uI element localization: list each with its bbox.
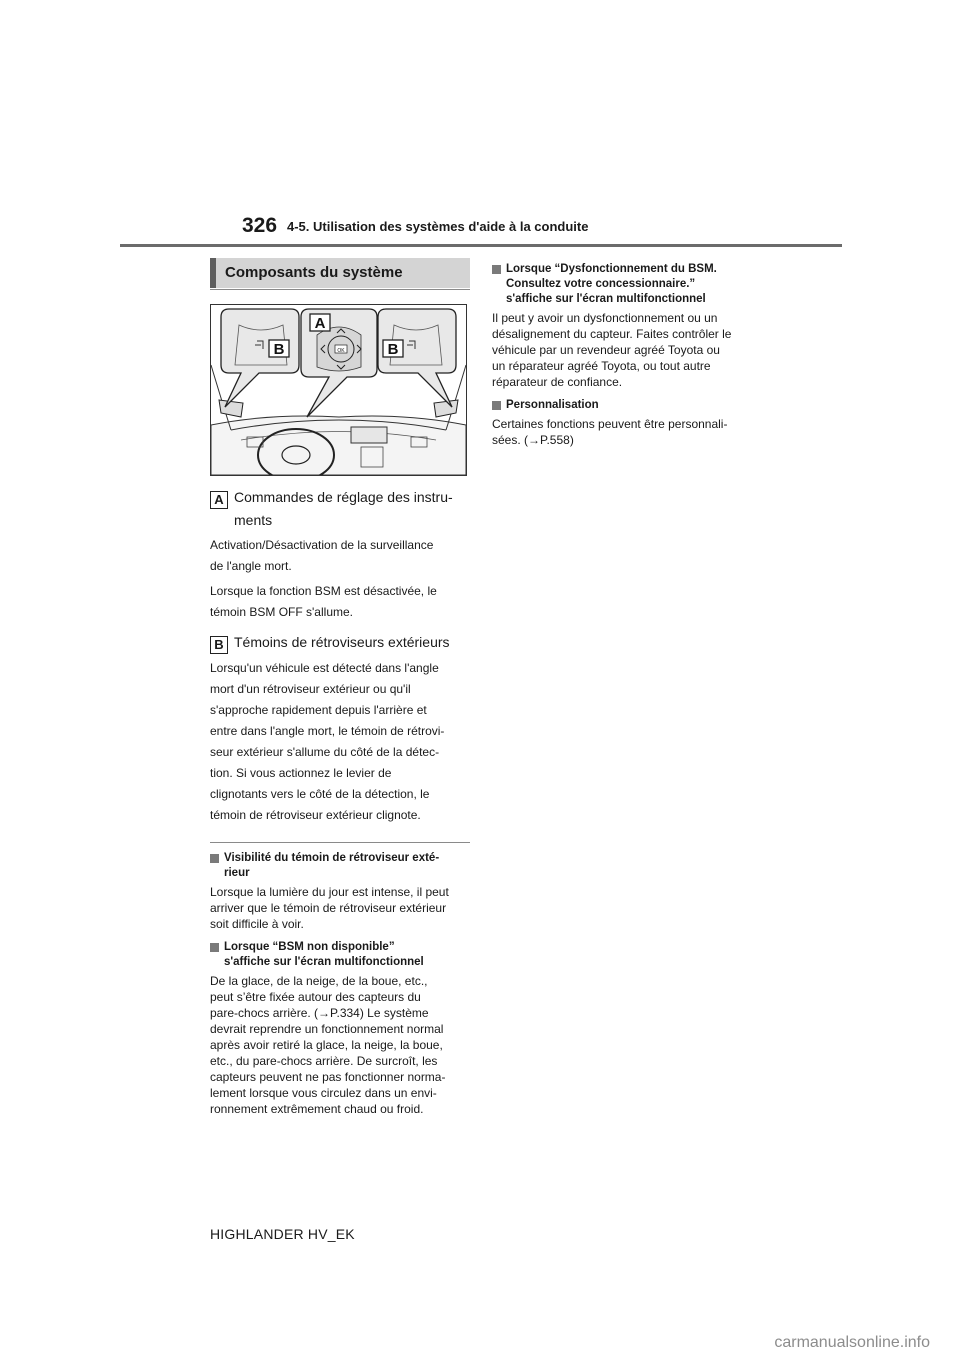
item-a-title-line1: Commandes de réglage des instru- bbox=[234, 489, 453, 505]
item-a-title-line2: ments bbox=[234, 512, 273, 528]
text-line: capteurs peuvent ne pas fonctionner norma- bbox=[210, 1070, 446, 1084]
text-line: mort d'un rétroviseur extérieur ou qu'il bbox=[210, 682, 411, 696]
text-line: après avoir retiré la glace, la neige, la boue, bbox=[210, 1038, 443, 1052]
text-line: rieur bbox=[224, 867, 250, 879]
text-line: entre dans l'angle mort, le témoin de rétrovi- bbox=[210, 724, 445, 738]
note-visibility-title bbox=[210, 851, 470, 881]
page-number: 326 bbox=[242, 214, 278, 237]
dashboard-drawing bbox=[211, 305, 466, 475]
figure-label-b-right: B bbox=[387, 341, 399, 358]
text-line: Certaines fonctions peuvent être personnali- bbox=[492, 417, 728, 431]
text-line: Lorsque la lumière du jour est intense, il peut bbox=[210, 885, 449, 899]
note-customization-text bbox=[492, 416, 758, 448]
text-line: Consultez votre concessionnaire.” bbox=[506, 278, 696, 290]
text-line: Lorsque la fonction BSM est désactivée, le bbox=[210, 584, 437, 598]
left-column bbox=[210, 258, 470, 1125]
item-a-paragraph-1 bbox=[210, 535, 470, 577]
note-customization-title bbox=[492, 398, 758, 413]
text-line: clignotants vers le côté de la détection, le bbox=[210, 787, 430, 801]
text-line: etc., du pare-chocs arrière. De surcroît, les bbox=[210, 1054, 438, 1068]
item-b-paragraph bbox=[210, 658, 470, 826]
note-unavailable-text bbox=[210, 973, 470, 1117]
text-line: Il peut y avoir un dysfonctionnement ou un bbox=[492, 311, 718, 325]
text-line: devrait reprendre un fonctionnement normal bbox=[210, 1022, 444, 1036]
section-rule bbox=[210, 289, 470, 290]
text-line: lement lorsque vous circulez dans un envi- bbox=[210, 1086, 437, 1100]
text-line: seur extérieur s'allume du côté de la détec- bbox=[210, 745, 440, 759]
tag-a: A bbox=[210, 491, 228, 509]
ok-button-label: OK bbox=[337, 348, 345, 354]
text-line: soit difficile à voir. bbox=[210, 917, 304, 931]
item-b-title bbox=[210, 631, 470, 654]
dashboard-illustration bbox=[210, 304, 467, 476]
text-line: s'affiche sur l'écran multifonctionnel bbox=[224, 956, 424, 968]
watermark: carmanualsonline.info bbox=[774, 1334, 930, 1351]
text-line: De la glace, de la neige, de la boue, etc., bbox=[210, 974, 428, 988]
text-line: réparateur de confiance. bbox=[492, 375, 623, 389]
note-malfunction-title bbox=[492, 262, 758, 307]
item-a-paragraph-2 bbox=[210, 581, 470, 623]
text-line: témoin de rétroviseur extérieur clignote. bbox=[210, 808, 421, 822]
tag-b: B bbox=[210, 636, 228, 654]
text-line: pare-chocs arrière. (→P.334) Le système bbox=[210, 1006, 429, 1020]
figure-label-b-left: B bbox=[273, 341, 285, 358]
note-visibility-text bbox=[210, 884, 470, 932]
text-line: s'approche rapidement depuis l'arrière et bbox=[210, 703, 427, 717]
text-line: s'affiche sur l'écran multifonctionnel bbox=[506, 293, 706, 305]
text-line: Lorsqu'un véhicule est détecté dans l'angle bbox=[210, 661, 439, 675]
text-line: Visibilité du témoin de rétroviseur exté- bbox=[224, 852, 440, 864]
text-line: tion. Si vous actionnez le levier de bbox=[210, 766, 392, 780]
notes-divider bbox=[210, 842, 470, 843]
figure-label-a: A bbox=[314, 315, 326, 332]
square-bullet-icon bbox=[210, 854, 219, 863]
text-line: peut s’être fixée autour des capteurs du bbox=[210, 990, 421, 1004]
text-line: arriver que le témoin de rétroviseur extérieur bbox=[210, 901, 447, 915]
text-line: ronnement extrêmement chaud ou froid. bbox=[210, 1102, 424, 1116]
chapter-title: 4-5. Utilisation des systèmes d'aide à la conduite bbox=[287, 219, 589, 234]
square-bullet-icon bbox=[492, 265, 501, 274]
text-line: Lorsque “BSM non disponible” bbox=[224, 941, 395, 953]
header-rule bbox=[120, 244, 842, 247]
text-line: Personnalisation bbox=[506, 399, 599, 411]
section-title: Composants du système bbox=[210, 258, 470, 288]
square-bullet-icon bbox=[492, 401, 501, 410]
right-column bbox=[492, 256, 758, 456]
text-line: de l'angle mort. bbox=[210, 559, 292, 573]
square-bullet-icon bbox=[210, 943, 219, 952]
text-line: un réparateur agréé Toyota, ou tout autre bbox=[492, 359, 711, 373]
note-malfunction-text bbox=[492, 310, 758, 390]
text-line: Activation/Désactivation de la surveillance bbox=[210, 538, 434, 552]
text-line: désalignement du capteur. Faites contrôler le bbox=[492, 327, 732, 341]
text-line: Lorsque “Dysfonctionnement du BSM. bbox=[506, 263, 717, 275]
item-b-title-line1: Témoins de rétroviseurs extérieurs bbox=[234, 634, 450, 650]
model-footer: HIGHLANDER HV_EK bbox=[210, 1226, 355, 1242]
text-line: sées. (→P.558) bbox=[492, 433, 574, 447]
text-line: véhicule par un revendeur agréé Toyota ou bbox=[492, 343, 720, 357]
text-line: témoin BSM OFF s'allume. bbox=[210, 605, 353, 619]
item-a-title bbox=[210, 486, 470, 531]
note-unavailable-title bbox=[210, 940, 470, 970]
